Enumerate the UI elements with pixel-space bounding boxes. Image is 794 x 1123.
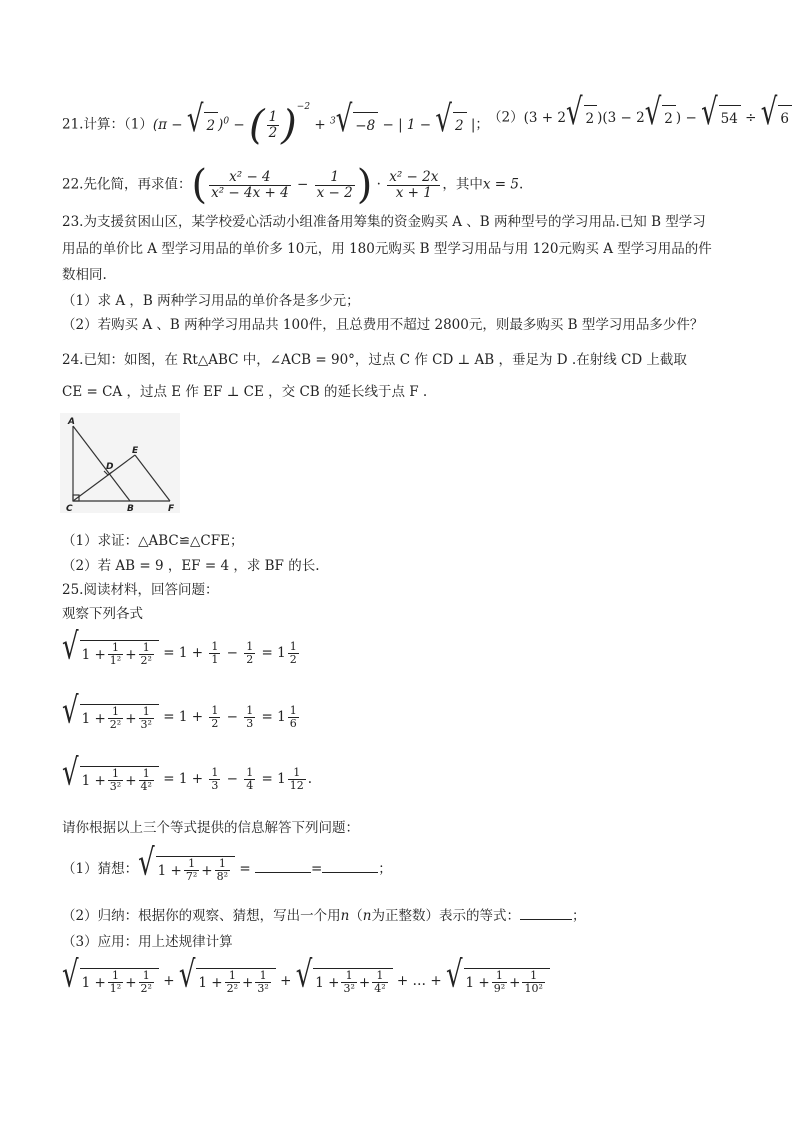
q22-end: . [518, 176, 524, 193]
q25-eq1: √ 1 + $\frac{1}{\text{1²}}$ + $\frac{1}{\text{2²}}$ = 1 + $\frac{1}{1}$ − $\frac{1}{2}$ = 1 $\frac{1}{2}$ [62, 626, 297, 669]
q25-sub2: （2）归纳：根据你的观察、猜想，写出一个用n（n为正整数）表示的等式： ； [62, 908, 586, 924]
answer-blank-1[interactable] [255, 872, 311, 873]
q24-line2: CE = CA ，过点 E 作 EF ⊥ CE ，交 CB 的延长线于点 F . [62, 384, 428, 400]
q25-observe: 观察下列各式 [62, 606, 143, 622]
answer-blank-2[interactable] [322, 872, 378, 873]
q23-line1: 23.为支援贫困山区，某学校爱心活动小组准备用筹集的资金购买 A 、B 两种型号的学习用品.已知 B 型学习 [62, 214, 706, 230]
fig-label-a: A [68, 417, 75, 427]
q24-line1: 24.已知：如图，在 Rt△ABC 中，∠ACB = 90°，过点 C 作 CD ⊥ AB ，垂足为 D .在射线 CD 上截取 [62, 352, 687, 368]
q22-value: x = 5 [482, 176, 519, 193]
q24-sub1: （1）求证：△ABC≌△CFE； [62, 533, 244, 549]
fig-label-e: E [132, 446, 139, 456]
q25-eq2: √ 1 + $\frac{1}{\text{2²}}$ + $\frac{1}{\text{3²}}$ = 1 + $\frac{1}{2}$ − $\frac{1}{3}$ = 1 $\frac{1}{6}$ [62, 690, 297, 733]
q25-instruct: 请你根据以上三个等式提供的信息解答下列问题： [62, 820, 359, 836]
q25-sum: √ 1 + $\frac{1}{\text{1²}}$ + $\frac{1}{\text{2²}}$ + √ 1 + $\frac{1}{\text{2²}}$ + $\frac{1}{\text{3²}}$ + √ 1 + $\frac{1}{\text{3²}}$ + $\frac{1}{\text{4²}}$ + … + √ 1 + $\frac{1}{\text{9²}}$ + $\frac{1}{\text{10²}}$ [62, 968, 550, 995]
q22-tail: ，其中 [442, 176, 483, 193]
fig-label-b: B [127, 504, 134, 513]
q23-sub1: （1）求 A ，B 两种学习用品的单价各是多少元； [62, 293, 360, 309]
q22-label: 22.先化简，再求值： [62, 176, 192, 193]
q21-part1: （1） [123, 116, 153, 133]
q21-expr2: (3 + 2 √ 2 )(3 − 2 √ 2 ) − √ 54 ÷ √ 6 [524, 110, 792, 126]
q23-sub2: （2）若购买 A 、B 两种学习用品共 100件，且总费用不超过 2800元，则最多购买 B 型学习用品多少件？ [62, 317, 704, 333]
q24-sub2: （2）若 AB = 9 ，EF = 4 ，求 BF 的长. [62, 558, 320, 574]
triangle-figure [60, 413, 180, 513]
fig-label-d: D [106, 462, 114, 472]
q21-part2: （2） [488, 109, 524, 126]
q22-line: 22.先化简，再求值：( $\frac{\text{x² − 4}}{\text{x² − 4x + 4}}$ − $\frac{1}{x - 2}$ ) · $\frac{\text{x² − 2x}}{x + 1}$ ，其中x = 5. [62, 162, 524, 208]
q25-sub1: （1）猜想： √ 1 + $\frac{1}{\text{7²}}$ + $\frac{1}{\text{8²}}$ = = ； [62, 842, 392, 885]
q25-eq3: √ 1 + $\frac{1}{\text{3²}}$ + $\frac{1}{\text{4²}}$ = 1 + $\frac{1}{3}$ − $\frac{1}{4}$ = 1 $\frac{1}{12}$ . [62, 752, 313, 795]
q21-semi: ； [475, 116, 489, 133]
q25-label: 25.阅读材料，回答问题： [62, 582, 219, 598]
q21-expr1: (π − √ 2 )$^0$ − ( $\frac{1}{2}$ )$^{-2}$ + $^3$ √ −8 − | 1 − √ 2 | [152, 98, 476, 148]
q21-line [62, 98, 489, 148]
q21-label: 21.计算： [62, 116, 124, 133]
q25-sub3: （3）应用：用上述规律计算 [62, 934, 233, 950]
q23-line3: 数相同. [62, 267, 107, 283]
fig-label-c: C [66, 504, 73, 513]
q23-line2: 用品的单价比 A 型学习用品的单价多 10元，用 180元购买 B 型学习用品与用 120元购买 A 型学习用品的件 [62, 241, 712, 257]
q21-line2 [488, 91, 792, 134]
answer-blank-3[interactable] [520, 919, 572, 920]
fig-label-f: F [168, 504, 175, 513]
